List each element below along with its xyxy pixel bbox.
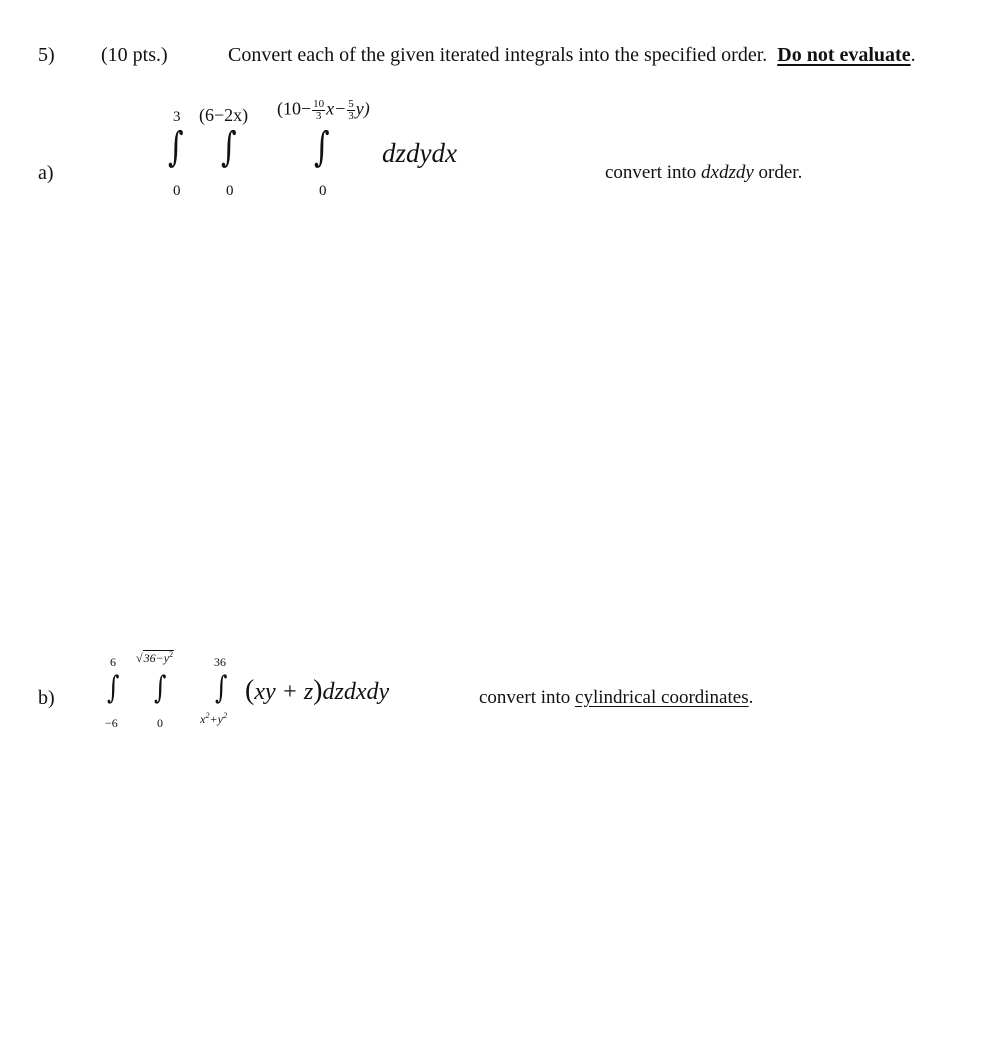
- question-instruction: [228, 45, 916, 65]
- do-not-evaluate-emphasis: Do not evaluate: [777, 44, 911, 66]
- b-integrand: [245, 677, 389, 705]
- a-inner-upper-limit: [277, 99, 370, 122]
- b-instruction-target: cylindrical coordinates: [575, 687, 749, 708]
- a-frac2-denominator: 3: [348, 110, 354, 122]
- b-outer-lower-limit: −6: [105, 716, 118, 730]
- a-inner-fraction-five-thirds: [347, 99, 355, 122]
- b-inner-lower-exp1: 2: [205, 711, 210, 720]
- part-b-instruction: [479, 688, 753, 707]
- a-middle-integral-sign: ∫: [221, 123, 237, 172]
- instruction-text: Convert each of the given iterated integrals into the specified order.: [228, 44, 768, 66]
- a-middle-lower-limit: 0: [226, 183, 234, 199]
- b-outer-integral-sign: ∫: [107, 669, 120, 706]
- b-inner-upper-limit: 36: [214, 655, 226, 669]
- a-inner-lower-limit: 0: [319, 183, 327, 199]
- b-instruction-end: .: [748, 687, 754, 708]
- b-close-paren: ): [313, 675, 323, 706]
- b-middle-integral-sign: ∫: [154, 669, 167, 706]
- a-instruction-order: dxdzdy: [701, 162, 754, 183]
- b-open-paren: (: [245, 675, 255, 706]
- b-inner-integral-sign: ∫: [215, 669, 228, 706]
- b-inner-lower-plus-y: +y: [209, 712, 223, 726]
- b-middle-radicand-text: 36−y: [143, 651, 170, 665]
- a-inner-fraction-ten-thirds: [312, 99, 325, 122]
- a-frac2-numerator: 5: [348, 98, 354, 110]
- a-frac1-numerator: 10: [313, 98, 325, 110]
- instruction-period: .: [910, 44, 916, 66]
- a-outer-upper-limit: 3: [173, 109, 181, 125]
- part-a-instruction: [605, 163, 802, 182]
- b-inner-lower-limit: [200, 713, 227, 725]
- a-instruction-suffix: order.: [758, 162, 803, 183]
- part-b-label: b): [38, 687, 55, 709]
- b-instruction-prefix: convert into: [479, 687, 571, 708]
- a-integrand-differentials: dzdydx: [382, 138, 457, 168]
- b-middle-radicand-exp: 2: [169, 650, 174, 659]
- question-points: (10 pts.): [101, 44, 168, 66]
- a-frac1-denominator: 3: [315, 110, 322, 122]
- a-inner-upper-mid: x−: [326, 98, 347, 119]
- a-inner-upper-suffix: y): [355, 98, 370, 119]
- b-integrand-body: xy + z: [254, 679, 314, 705]
- a-inner-integral-sign: ∫: [314, 123, 330, 172]
- b-outer-upper-limit: 6: [110, 655, 116, 669]
- b-integrand-differentials: dzdxdy: [322, 679, 390, 705]
- sqrt-icon: √: [136, 651, 143, 665]
- a-inner-upper-prefix: (10−: [277, 98, 312, 119]
- b-inner-lower-exp2: 2: [222, 711, 228, 720]
- question-number: 5): [38, 44, 55, 66]
- part-a-label: a): [38, 162, 54, 184]
- a-instruction-prefix: convert into: [605, 162, 697, 183]
- b-middle-upper-limit: [136, 650, 174, 664]
- b-inner-lower-x: x: [200, 712, 206, 726]
- a-outer-lower-limit: 0: [173, 183, 181, 199]
- a-outer-integral-sign: ∫: [168, 123, 184, 172]
- b-middle-lower-limit: 0: [157, 716, 163, 730]
- a-middle-upper-limit: (6−2x): [199, 105, 249, 125]
- b-middle-radicand: [143, 650, 175, 664]
